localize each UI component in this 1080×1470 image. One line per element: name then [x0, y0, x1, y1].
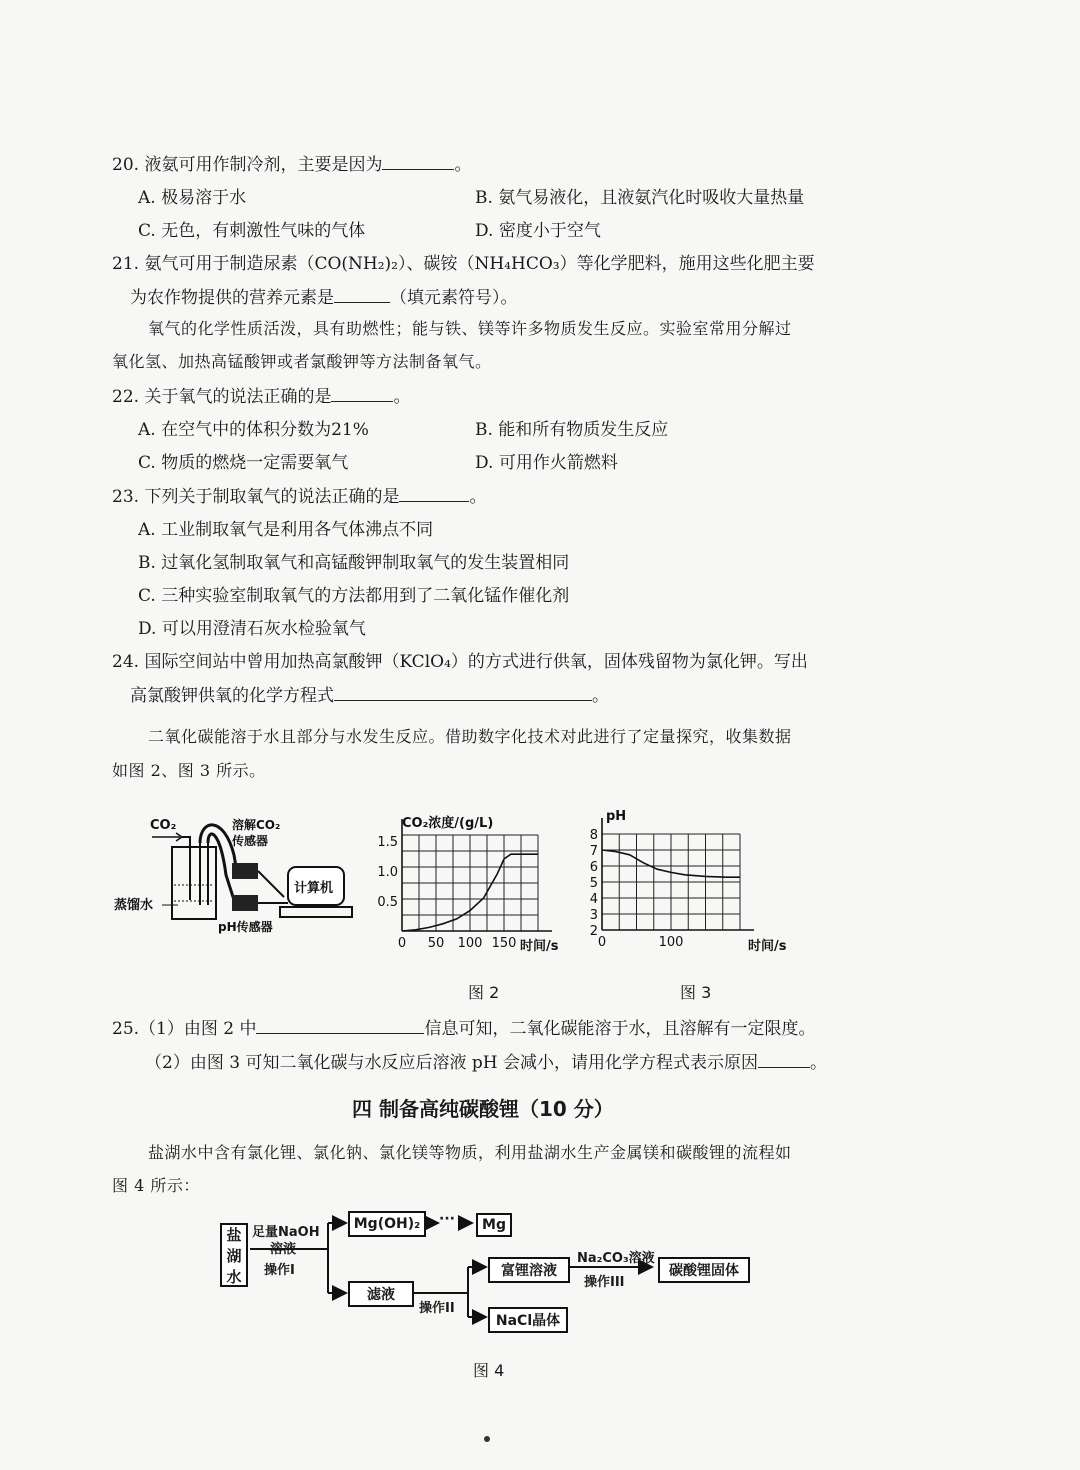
y-tick-label: 3: [589, 908, 598, 923]
q23-option-a[interactable]: A. 工业制取氧气是利用各气体沸点不同: [138, 520, 434, 540]
q25-part2: （2）由图 3 可知二氧化碳与水反应后溶液 pH 会减小，请用化学方程式表示原因 。: [145, 1053, 827, 1073]
flow-op1-label: 操作I: [264, 1263, 295, 1278]
q22-option-d[interactable]: D. 可用作火箭燃料: [475, 453, 618, 473]
y-tick-label: 8: [589, 828, 598, 843]
computer-keyboard: [280, 907, 352, 917]
fig3-caption: 图 3: [680, 983, 712, 1002]
flow-dots: ···: [439, 1211, 455, 1227]
fig4-caption: 图 4: [473, 1361, 505, 1380]
co2-paragraph-line1: 二氧化碳能溶于水且部分与水发生反应。借助数字化技术对此进行了定量探究，收集数据: [148, 727, 792, 746]
fig3-xlabel: 时间/s: [748, 939, 787, 954]
q22-option-b[interactable]: B. 能和所有物质发生反应: [475, 420, 669, 440]
y-tick-label: 7: [589, 844, 598, 859]
q23-option-c[interactable]: C. 三种实验室制取氧气的方法都用到了二氧化锰作催化剂: [138, 586, 570, 606]
y-tick-label: 5: [589, 876, 598, 891]
source-char-1: 盐: [226, 1225, 242, 1244]
co2-sensor-cable: [200, 825, 236, 867]
q22-option-a[interactable]: A. 在空气中的体积分数为21%: [138, 420, 369, 440]
q23-answer-blank[interactable]: [399, 485, 469, 502]
q23-option-b[interactable]: B. 过氧化氢制取氧气和高锰酸钾制取氧气的发生装置相同: [138, 553, 570, 573]
q20-option-d[interactable]: D. 密度小于空气: [475, 221, 601, 241]
y-tick-label: 0.5: [377, 895, 398, 910]
section4-paragraph-line1: 盐湖水中含有氯化锂、氯化钠、氯化镁等物质，利用盐湖水生产金属镁和碳酸锂的流程如: [148, 1143, 792, 1162]
flow-reagent1-line2: 溶液: [270, 1242, 297, 1257]
q20-stem: 20. 液氨可用作制冷剂，主要是因为 。: [112, 155, 472, 175]
y-tick-label: 6: [589, 860, 598, 875]
fig2-xlabel: 时间/s: [520, 939, 559, 954]
figure3-ph-chart: [580, 800, 795, 965]
flow-op3-label: 操作III: [584, 1275, 625, 1290]
experiment-apparatus: [112, 805, 372, 945]
q21-line2: 为农作物提供的营养元素是 （填元素符号）。: [130, 288, 518, 308]
q20-answer-blank[interactable]: [382, 153, 454, 170]
y-tick-label: 2: [589, 924, 598, 939]
flow-li-rich-box: 富锂溶液: [488, 1257, 570, 1283]
fig2-ylabel: CO₂浓度/(g/L): [402, 816, 494, 831]
co2-sensor-label-line1: 溶解CO₂: [232, 818, 281, 832]
co2-sensor-label-line2: 传感器: [232, 834, 269, 848]
x-tick-label: 150: [491, 936, 517, 951]
computer-label: 计算机: [294, 881, 334, 896]
x-tick-label: 0: [397, 936, 407, 951]
y-tick-label: 1.0: [377, 865, 398, 880]
source-char-2: 湖: [226, 1246, 242, 1265]
flow-filtrate-box: 滤液: [348, 1281, 414, 1307]
q20-option-a[interactable]: A. 极易溶于水: [138, 188, 247, 208]
q22-stem: 22. 关于氧气的说法正确的是 。: [112, 387, 411, 407]
section4-title: 四 制备高纯碳酸锂（10 分）: [352, 1097, 614, 1121]
q24-answer-blank[interactable]: [334, 684, 592, 701]
co2-sensor-box: [232, 863, 258, 879]
y-tick-label: 1.5: [377, 835, 398, 850]
q24-line1: 24. 国际空间站中曾用加热高氯酸钾（KClO₄）的方式进行供氧，固体残留物为氯化钾。写出: [112, 652, 808, 672]
oxygen-paragraph-line1: 氧气的化学性质活泼，具有助燃性；能与铁、镁等许多物质发生反应。实验室常用分解过: [148, 319, 792, 338]
q25-part1: 25.（1）由图 2 中 信息可知，二氧化碳能溶于水，且溶解有一定限度。: [112, 1019, 816, 1039]
q23-stem: 23. 下列关于制取氧气的说法正确的是 。: [112, 487, 487, 507]
co2-paragraph-line2: 如图 2、图 3 所示。: [112, 761, 266, 780]
flow-mgoh2-box: Mg(OH)₂: [348, 1211, 426, 1237]
distilled-water-label: 蒸馏水: [114, 898, 154, 913]
q20-option-c[interactable]: C. 无色，有刺激性气味的气体: [138, 221, 366, 241]
figure4-flowchart: [220, 1205, 760, 1340]
q22-option-c[interactable]: C. 物质的燃烧一定需要氧气: [138, 453, 349, 473]
x-tick-label: 100: [457, 936, 483, 951]
co2-inlet-label: CO₂: [150, 818, 177, 833]
beaker: [172, 847, 216, 919]
q24-line2: 高氯酸钾供氧的化学方程式 。: [130, 686, 609, 706]
y-tick-label: 4: [589, 892, 598, 907]
ph-sensor-box: [232, 895, 258, 911]
flow-source-box: [220, 1223, 248, 1287]
page-mark: [484, 1436, 490, 1442]
source-char-3: 水: [226, 1267, 242, 1286]
flow-nacl-box: NaCl晶体: [488, 1307, 568, 1333]
figure2-co2-concentration-chart: [370, 805, 575, 965]
q22-answer-blank[interactable]: [331, 385, 393, 402]
flow-mg-box: Mg: [476, 1213, 512, 1237]
ph-sensor-label: pH传感器: [218, 920, 273, 934]
q25-part2-answer-blank[interactable]: [758, 1051, 810, 1068]
q21-line1: 21. 氨气可用于制造尿素（CO(NH₂)₂）、碳铵（NH₄HCO₃）等化学肥料，施用这些化肥主要: [112, 254, 815, 274]
fig2-caption: 图 2: [468, 983, 500, 1002]
fig3-ylabel: pH: [606, 809, 627, 824]
flow-reagent1-line1: 足量NaOH: [252, 1225, 320, 1240]
q20-option-b[interactable]: B. 氨气易液化，且液氨汽化时吸收大量热量: [475, 188, 805, 208]
co2-to-computer-cable: [258, 871, 284, 897]
q25-part1-answer-blank[interactable]: [256, 1017, 424, 1034]
x-tick-label: 50: [427, 936, 445, 951]
flow-op2-label: 操作II: [419, 1301, 455, 1316]
oxygen-paragraph-line2: 氧化氢、加热高锰酸钾或者氯酸钾等方法制备氧气。: [112, 352, 492, 371]
q23-option-d[interactable]: D. 可以用澄清石灰水检验氧气: [138, 619, 366, 639]
q21-answer-blank[interactable]: [334, 286, 390, 303]
x-tick-label: 100: [658, 935, 684, 950]
flow-reagent2-label: Na₂CO₃溶液: [577, 1251, 655, 1266]
flow-product-box: 碳酸锂固体: [658, 1257, 750, 1283]
section4-paragraph-line2: 图 4 所示：: [112, 1176, 200, 1195]
x-tick-label: 0: [597, 935, 607, 950]
